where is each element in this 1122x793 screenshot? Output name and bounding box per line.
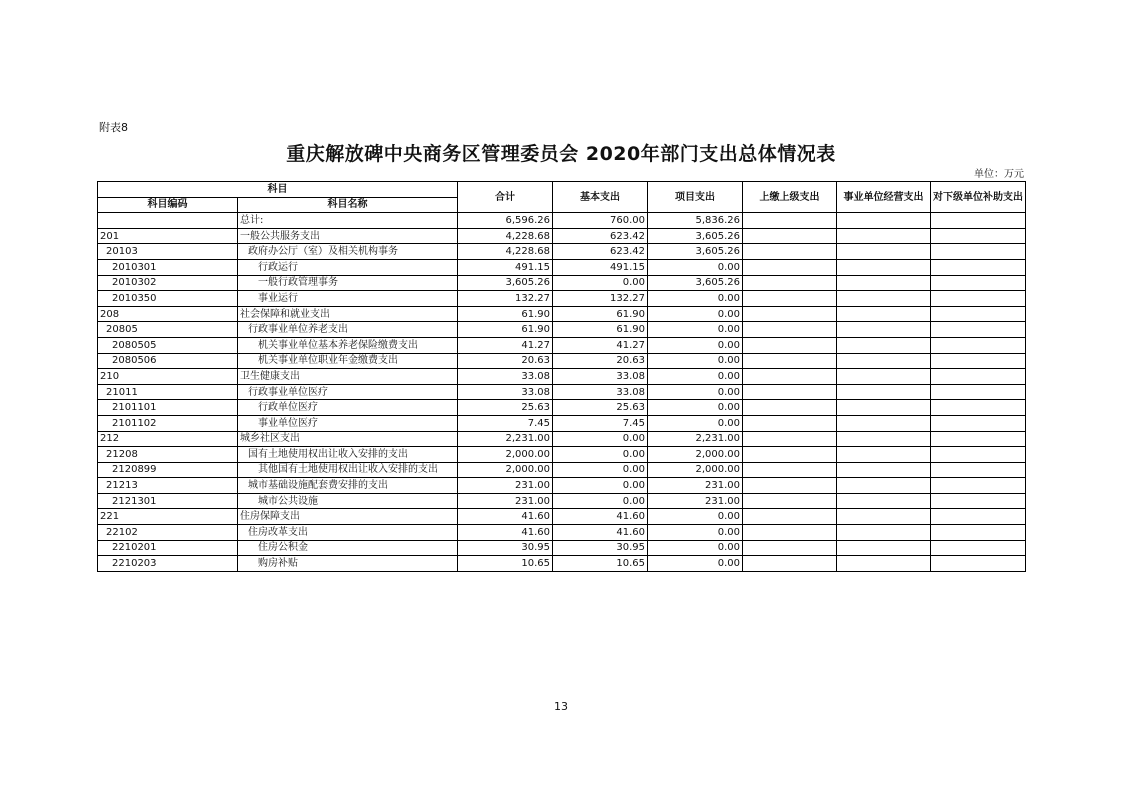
cell-basic: 0.00 [553, 447, 648, 463]
cell-enterprise [837, 447, 931, 463]
cell-upper-payment [743, 322, 837, 338]
cell-project: 0.00 [648, 525, 743, 541]
cell-project: 3,605.26 [648, 244, 743, 260]
cell-upper-payment [743, 228, 837, 244]
cell-basic: 623.42 [553, 228, 648, 244]
header-subject-name: 科目名称 [238, 197, 458, 213]
cell-total: 6,596.26 [458, 213, 553, 229]
cell-subject-code: 210 [98, 369, 238, 385]
cell-project: 0.00 [648, 337, 743, 353]
cell-subject-code: 2010350 [98, 291, 238, 307]
cell-project: 0.00 [648, 540, 743, 556]
cell-enterprise [837, 353, 931, 369]
cell-total: 491.15 [458, 259, 553, 275]
table-row [98, 447, 1026, 463]
cell-enterprise [837, 400, 931, 416]
cell-subject-code: 21011 [98, 384, 238, 400]
cell-subsidy [931, 353, 1026, 369]
cell-subject-name: 住房保障支出 [238, 509, 458, 525]
page-title: 重庆解放碑中央商务区管理委员会 2020年部门支出总体情况表 [286, 143, 836, 165]
cell-basic: 30.95 [553, 540, 648, 556]
table-row [98, 556, 1026, 572]
cell-subject-name: 总计: [238, 213, 458, 229]
cell-subsidy [931, 228, 1026, 244]
cell-subsidy [931, 525, 1026, 541]
cell-total: 41.60 [458, 509, 553, 525]
cell-subject-name: 行政事业单位养老支出 [238, 322, 458, 338]
cell-total: 61.90 [458, 322, 553, 338]
cell-upper-payment [743, 431, 837, 447]
cell-basic: 61.90 [553, 322, 648, 338]
cell-subject-code: 2080505 [98, 337, 238, 353]
cell-total: 33.08 [458, 384, 553, 400]
cell-subject-code: 2101101 [98, 400, 238, 416]
cell-basic: 491.15 [553, 259, 648, 275]
cell-subsidy [931, 244, 1026, 260]
table-row [98, 384, 1026, 400]
cell-subsidy [931, 337, 1026, 353]
cell-upper-payment [743, 369, 837, 385]
table-row [98, 306, 1026, 322]
cell-upper-payment [743, 353, 837, 369]
cell-basic: 61.90 [553, 306, 648, 322]
cell-total: 30.95 [458, 540, 553, 556]
cell-subject-code: 208 [98, 306, 238, 322]
cell-basic: 20.63 [553, 353, 648, 369]
cell-basic: 41.60 [553, 509, 648, 525]
header-upper-payment: 上缴上级支出 [743, 182, 837, 213]
cell-subject-name: 住房公积金 [238, 540, 458, 556]
cell-project: 231.00 [648, 478, 743, 494]
cell-enterprise [837, 509, 931, 525]
cell-subsidy [931, 447, 1026, 463]
cell-basic: 10.65 [553, 556, 648, 572]
header-enterprise: 事业单位经营支出 [837, 182, 931, 213]
cell-total: 231.00 [458, 478, 553, 494]
table-row [98, 509, 1026, 525]
cell-enterprise [837, 462, 931, 478]
cell-subject-name: 其他国有土地使用权出让收入安排的支出 [238, 462, 458, 478]
unit-label: 单位：万元 [974, 169, 1024, 180]
cell-total: 4,228.68 [458, 228, 553, 244]
table-row [98, 493, 1026, 509]
cell-project: 3,605.26 [648, 275, 743, 291]
header-total: 合计 [458, 182, 553, 213]
cell-enterprise [837, 244, 931, 260]
cell-subject-name: 国有土地使用权出让收入安排的支出 [238, 447, 458, 463]
cell-subject-name: 行政事业单位医疗 [238, 384, 458, 400]
cell-subject-code: 2101102 [98, 415, 238, 431]
header-basic: 基本支出 [553, 182, 648, 213]
cell-upper-payment [743, 447, 837, 463]
cell-subsidy [931, 509, 1026, 525]
table-row [98, 337, 1026, 353]
table-row [98, 353, 1026, 369]
cell-project: 5,836.26 [648, 213, 743, 229]
cell-project: 0.00 [648, 306, 743, 322]
cell-project: 0.00 [648, 291, 743, 307]
cell-enterprise [837, 431, 931, 447]
cell-enterprise [837, 259, 931, 275]
cell-subsidy [931, 493, 1026, 509]
table-row [98, 525, 1026, 541]
cell-total: 25.63 [458, 400, 553, 416]
expenditure-table [97, 181, 1026, 572]
table-row [98, 228, 1026, 244]
cell-subject-code: 2210201 [98, 540, 238, 556]
cell-subject-name: 事业运行 [238, 291, 458, 307]
table-row [98, 291, 1026, 307]
cell-project: 0.00 [648, 400, 743, 416]
cell-subject-code: 201 [98, 228, 238, 244]
cell-upper-payment [743, 275, 837, 291]
cell-project: 2,000.00 [648, 462, 743, 478]
cell-basic: 132.27 [553, 291, 648, 307]
table-row [98, 462, 1026, 478]
cell-upper-payment [743, 493, 837, 509]
cell-enterprise [837, 384, 931, 400]
cell-subsidy [931, 306, 1026, 322]
cell-upper-payment [743, 478, 837, 494]
cell-subject-name: 住房改革支出 [238, 525, 458, 541]
cell-subject-code: 212 [98, 431, 238, 447]
cell-project: 0.00 [648, 415, 743, 431]
cell-subject-name: 一般行政管理事务 [238, 275, 458, 291]
cell-basic: 33.08 [553, 369, 648, 385]
cell-subject-code: 221 [98, 509, 238, 525]
cell-subject-name: 社会保障和就业支出 [238, 306, 458, 322]
cell-project: 0.00 [648, 556, 743, 572]
cell-enterprise [837, 322, 931, 338]
cell-total: 61.90 [458, 306, 553, 322]
cell-upper-payment [743, 415, 837, 431]
cell-enterprise [837, 306, 931, 322]
table-body [98, 213, 1026, 572]
cell-total: 4,228.68 [458, 244, 553, 260]
cell-upper-payment [743, 509, 837, 525]
cell-subsidy [931, 213, 1026, 229]
cell-total: 7.45 [458, 415, 553, 431]
cell-subsidy [931, 291, 1026, 307]
cell-total: 33.08 [458, 369, 553, 385]
page-number: 13 [554, 700, 568, 713]
cell-subject-code: 2210203 [98, 556, 238, 572]
cell-subject-name: 一般公共服务支出 [238, 228, 458, 244]
cell-enterprise [837, 228, 931, 244]
table-row [98, 244, 1026, 260]
cell-total: 2,000.00 [458, 462, 553, 478]
header-subsidy: 对下级单位补助支出 [931, 182, 1026, 213]
cell-subject-name: 行政运行 [238, 259, 458, 275]
cell-upper-payment [743, 556, 837, 572]
cell-upper-payment [743, 213, 837, 229]
cell-total: 231.00 [458, 493, 553, 509]
cell-project: 0.00 [648, 384, 743, 400]
cell-subject-code: 2120899 [98, 462, 238, 478]
cell-subsidy [931, 556, 1026, 572]
cell-subsidy [931, 462, 1026, 478]
table-row [98, 400, 1026, 416]
cell-basic: 0.00 [553, 275, 648, 291]
cell-subsidy [931, 384, 1026, 400]
cell-subject-name: 城市基础设施配套费安排的支出 [238, 478, 458, 494]
cell-project: 3,605.26 [648, 228, 743, 244]
cell-enterprise [837, 493, 931, 509]
cell-basic: 760.00 [553, 213, 648, 229]
cell-subsidy [931, 259, 1026, 275]
cell-project: 2,000.00 [648, 447, 743, 463]
cell-upper-payment [743, 400, 837, 416]
table-row [98, 478, 1026, 494]
table-row [98, 275, 1026, 291]
cell-project: 0.00 [648, 369, 743, 385]
cell-total: 20.63 [458, 353, 553, 369]
table-row [98, 213, 1026, 229]
cell-enterprise [837, 556, 931, 572]
cell-project: 0.00 [648, 322, 743, 338]
cell-subject-code: 2010302 [98, 275, 238, 291]
cell-basic: 7.45 [553, 415, 648, 431]
cell-subsidy [931, 478, 1026, 494]
cell-basic: 0.00 [553, 462, 648, 478]
cell-subject-name: 机关事业单位基本养老保险缴费支出 [238, 337, 458, 353]
cell-subject-code: 22102 [98, 525, 238, 541]
header-subject: 科目 [98, 182, 458, 198]
cell-subject-code: 20805 [98, 322, 238, 338]
cell-subsidy [931, 322, 1026, 338]
cell-total: 132.27 [458, 291, 553, 307]
cell-enterprise [837, 275, 931, 291]
cell-basic: 25.63 [553, 400, 648, 416]
cell-subject-code [98, 213, 238, 229]
table-row [98, 431, 1026, 447]
table-row [98, 415, 1026, 431]
cell-subject-code: 20103 [98, 244, 238, 260]
cell-subject-name: 政府办公厅（室）及相关机构事务 [238, 244, 458, 260]
cell-subsidy [931, 415, 1026, 431]
cell-basic: 41.60 [553, 525, 648, 541]
cell-upper-payment [743, 259, 837, 275]
cell-enterprise [837, 540, 931, 556]
cell-subject-name: 购房补贴 [238, 556, 458, 572]
cell-total: 41.60 [458, 525, 553, 541]
cell-enterprise [837, 525, 931, 541]
cell-basic: 0.00 [553, 478, 648, 494]
cell-subject-name: 行政单位医疗 [238, 400, 458, 416]
cell-enterprise [837, 291, 931, 307]
cell-project: 0.00 [648, 259, 743, 275]
cell-enterprise [837, 337, 931, 353]
cell-upper-payment [743, 291, 837, 307]
cell-upper-payment [743, 384, 837, 400]
cell-enterprise [837, 478, 931, 494]
cell-subsidy [931, 431, 1026, 447]
cell-project: 0.00 [648, 353, 743, 369]
cell-upper-payment [743, 525, 837, 541]
cell-upper-payment [743, 306, 837, 322]
cell-subsidy [931, 369, 1026, 385]
cell-basic: 41.27 [553, 337, 648, 353]
cell-basic: 0.00 [553, 431, 648, 447]
cell-basic: 0.00 [553, 493, 648, 509]
cell-total: 10.65 [458, 556, 553, 572]
cell-subject-name: 城市公共设施 [238, 493, 458, 509]
cell-subject-name: 卫生健康支出 [238, 369, 458, 385]
table-row [98, 369, 1026, 385]
cell-subsidy [931, 400, 1026, 416]
header-subject-code: 科目编码 [98, 197, 238, 213]
cell-upper-payment [743, 337, 837, 353]
cell-subject-name: 事业单位医疗 [238, 415, 458, 431]
cell-project: 231.00 [648, 493, 743, 509]
cell-subject-code: 2010301 [98, 259, 238, 275]
cell-upper-payment [743, 462, 837, 478]
cell-upper-payment [743, 540, 837, 556]
cell-subject-name: 机关事业单位职业年金缴费支出 [238, 353, 458, 369]
appendix-label: 附表8 [99, 121, 128, 134]
cell-subject-code: 21208 [98, 447, 238, 463]
cell-subject-name: 城乡社区支出 [238, 431, 458, 447]
cell-subject-code: 21213 [98, 478, 238, 494]
cell-project: 0.00 [648, 509, 743, 525]
cell-enterprise [837, 369, 931, 385]
cell-enterprise [837, 415, 931, 431]
cell-subject-code: 2080506 [98, 353, 238, 369]
cell-upper-payment [743, 244, 837, 260]
cell-basic: 33.08 [553, 384, 648, 400]
cell-basic: 623.42 [553, 244, 648, 260]
cell-subsidy [931, 540, 1026, 556]
cell-total: 2,231.00 [458, 431, 553, 447]
table-row [98, 540, 1026, 556]
cell-subsidy [931, 275, 1026, 291]
cell-total: 41.27 [458, 337, 553, 353]
cell-enterprise [837, 213, 931, 229]
cell-subject-code: 2121301 [98, 493, 238, 509]
table-row [98, 259, 1026, 275]
cell-project: 2,231.00 [648, 431, 743, 447]
header-project: 项目支出 [648, 182, 743, 213]
cell-total: 3,605.26 [458, 275, 553, 291]
table-row [98, 322, 1026, 338]
cell-total: 2,000.00 [458, 447, 553, 463]
